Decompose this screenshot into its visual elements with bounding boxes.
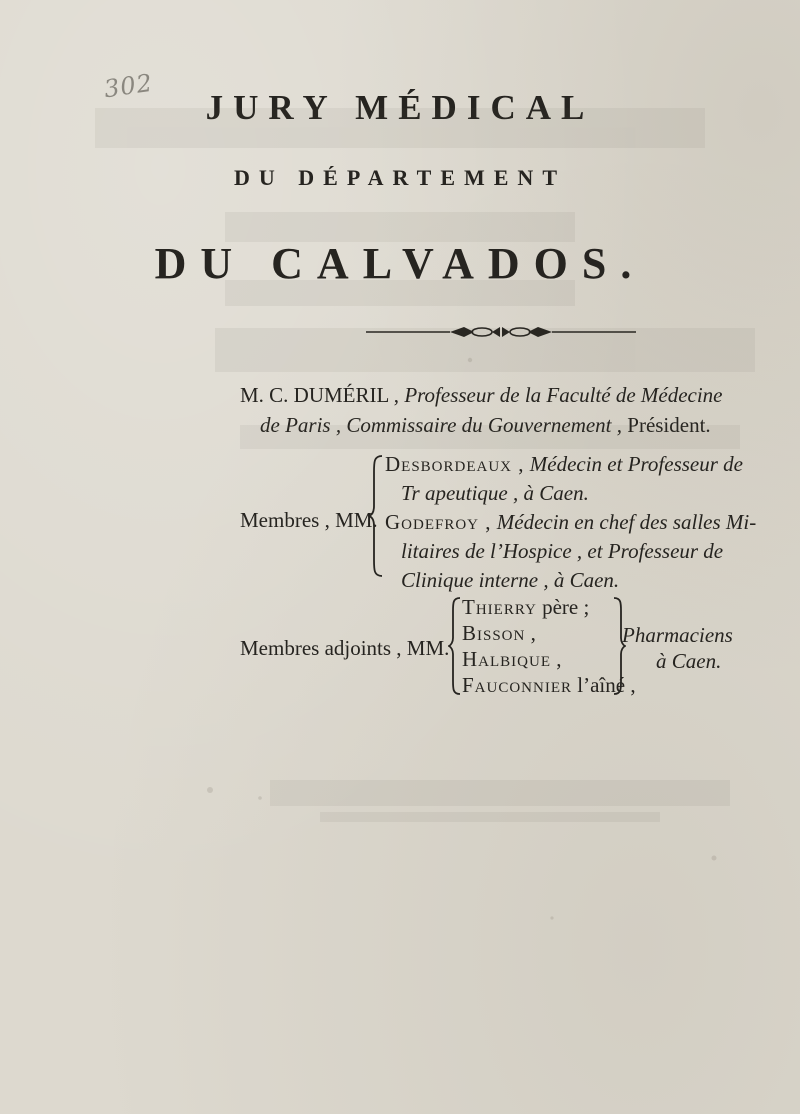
adjoint-item-4 xyxy=(462,672,636,698)
adjoint-item-2 xyxy=(462,620,636,646)
president-title: Président. xyxy=(627,413,711,437)
adjoint-suffix-3: , xyxy=(551,647,562,671)
adjoint-suffix-1: père ; xyxy=(536,595,590,619)
president-name: M. C. DUMÉRIL , xyxy=(240,383,400,407)
president-role-2: de Paris , Commissaire du Gouvernement , xyxy=(260,413,623,437)
members-brace xyxy=(368,454,384,578)
adjoint-name-2: Bisson xyxy=(462,621,526,645)
ornament-divider xyxy=(366,324,636,340)
title-line-3: DU CALVADOS. xyxy=(154,239,646,288)
pencil-annotation: 302 xyxy=(102,68,155,104)
pharmacists-note xyxy=(622,622,733,674)
president-role-1: Professeur de la Faculté de Médecine xyxy=(404,383,723,407)
member-name-2: Godefroy , xyxy=(385,510,492,534)
adjoints-list xyxy=(462,594,636,698)
title-line-1: JURY MÉDICAL xyxy=(205,88,595,127)
adjoints-label: Membres adjoints , MM. xyxy=(240,636,450,660)
adjoint-item-1 xyxy=(462,594,636,620)
member-desc-1a: Médecin et Professeur de xyxy=(529,452,743,476)
member-desc-1b: Tr apeutique , à Caen. xyxy=(401,481,589,505)
title-line-2: DU DÉPARTEMENT xyxy=(234,165,566,190)
adjoint-suffix-2: , xyxy=(525,621,536,645)
pharmacists-line-2: à Caen. xyxy=(656,649,722,673)
adjoint-name-4: Fauconnier xyxy=(462,673,573,697)
member-entry-1 xyxy=(385,450,770,479)
members-label: Membres , MM. xyxy=(240,508,378,532)
president-line-1 xyxy=(240,380,760,410)
pharmacists-line-1: Pharmaciens xyxy=(622,623,733,647)
adjoint-name-1: Thierry xyxy=(462,595,537,619)
member-desc-2a: Médecin en chef des salles Mi- xyxy=(496,510,757,534)
members-list xyxy=(385,450,770,595)
president-paragraph xyxy=(240,380,760,440)
member-entry-2 xyxy=(385,508,770,537)
member-desc-2b: litaires de l’Hospice , et Professeur de xyxy=(401,539,724,563)
adjoint-name-3: Halbique xyxy=(462,647,551,671)
president-line-2 xyxy=(240,410,760,440)
adjoint-item-3 xyxy=(462,646,636,672)
member-desc-2c: Clinique interne , à Caen. xyxy=(401,568,620,592)
member-name-1: Desbordeaux , xyxy=(385,452,525,476)
adjoint-suffix-4: l’aîné , xyxy=(572,673,636,697)
adjoints-brace-left xyxy=(448,596,462,696)
